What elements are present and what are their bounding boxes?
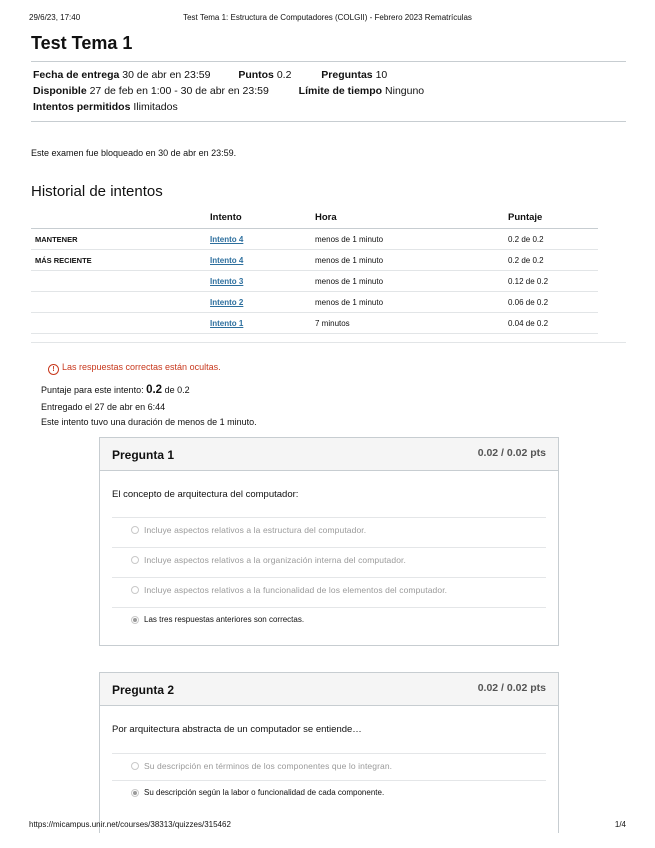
answer-option (112, 753, 546, 779)
print-date: 29/6/23, 17:40 (29, 13, 81, 22)
score-value: 0.2 (146, 384, 163, 396)
time-cell: menos de 1 minuto (311, 292, 504, 313)
page-number: 1/4 (614, 820, 626, 829)
question-points: 0.02 / 0.02 pts (477, 682, 546, 694)
answer-label: Su descripción según la labor o funcionalidad de cada componente. (144, 788, 385, 797)
questions-label: Preguntas (321, 69, 373, 81)
attempt-link[interactable]: Intento 1 (210, 319, 244, 328)
divider (31, 121, 626, 122)
available-label: Disponible (33, 85, 87, 97)
radio-icon (131, 556, 139, 564)
answer-label: Incluye aspectos relativos a la estructura del computador. (144, 525, 367, 535)
column-header: Puntaje (504, 208, 598, 229)
radio-checked-icon (131, 789, 139, 797)
due-label: Fecha de entrega (33, 69, 120, 81)
row-tag (31, 271, 206, 292)
print-doc-title: Test Tema 1: Estructura de Computadores (COLGII) - Febrero 2023 Rematrículas (183, 13, 472, 22)
time-cell: menos de 1 minuto (311, 250, 504, 271)
locked-notice: Este examen fue bloqueado en 30 de abr en 23:59. (31, 148, 237, 158)
points-value: 0.2 (276, 69, 292, 81)
answer-label: Su descripción en términos de los componentes que lo integran. (144, 761, 393, 771)
attempt-cell (206, 292, 311, 313)
submitted-info: Entregado el 27 de abr en 6:44 (41, 402, 166, 412)
print-footer (29, 820, 626, 832)
question-points: 0.02 / 0.02 pts (477, 447, 546, 459)
divider (31, 61, 626, 62)
table-row (31, 229, 598, 250)
answer-label: Incluye aspectos relativos a la funcionalidad de los elementos del computador. (144, 585, 448, 595)
time-limit-value: Ninguno (385, 85, 425, 97)
table-row (31, 313, 598, 334)
row-tag: MÁS RECIENTE (31, 250, 206, 271)
radio-icon (131, 586, 139, 594)
question-card (99, 437, 559, 646)
attempt-link[interactable]: Intento 3 (210, 277, 244, 286)
score-suffix: de 0.2 (164, 385, 190, 395)
divider (112, 607, 546, 608)
column-header: Intento (206, 208, 311, 229)
score-cell: 0.12 de 0.2 (504, 271, 598, 292)
radio-checked-icon (131, 616, 139, 624)
time-cell: menos de 1 minuto (311, 271, 504, 292)
answers-hidden-text: Las respuestas correctas están ocultas. (62, 362, 221, 372)
question-header (100, 673, 558, 706)
questions-value: 10 (375, 69, 388, 81)
divider (112, 753, 546, 754)
due-value: 30 de abr en 23:59 (122, 69, 211, 81)
score-cell: 0.04 de 0.2 (504, 313, 598, 334)
row-tag (31, 313, 206, 334)
question-title: Pregunta 2 (112, 683, 175, 697)
page-url: https://micampus.unir.net/courses/38313/quizzes/315462 (29, 820, 231, 829)
divider (31, 342, 626, 343)
answer-label: Incluye aspectos relativos a la organización interna del computador. (144, 555, 406, 565)
answer-label: Las tres respuestas anteriores son correctas. (144, 615, 305, 624)
attempt-score (41, 384, 190, 396)
radio-icon (131, 762, 139, 770)
attempt-cell (206, 271, 311, 292)
table-row (31, 271, 598, 292)
question-title: Pregunta 1 (112, 448, 175, 462)
warning-icon: ! (48, 364, 59, 375)
table-row (31, 250, 598, 271)
answer-option-selected (112, 780, 546, 806)
time-cell: menos de 1 minuto (311, 229, 504, 250)
answer-option (112, 517, 546, 543)
points-label: Puntos (238, 69, 274, 81)
answer-option (112, 577, 546, 603)
available-value: 27 de feb en 1:00 - 30 de abr en 23:59 (89, 85, 269, 97)
attempt-link[interactable]: Intento 4 (210, 235, 244, 244)
answers-hidden-notice (48, 362, 221, 375)
score-cell: 0.06 de 0.2 (504, 292, 598, 313)
quiz-meta-row-2 (33, 85, 424, 97)
divider (112, 780, 546, 781)
row-tag: MANTENER (31, 229, 206, 250)
score-prefix: Puntaje para este intento: (41, 385, 144, 395)
table-row (31, 292, 598, 313)
history-title: Historial de intentos (31, 183, 163, 200)
attempts-value: Ilimitados (133, 101, 178, 113)
table-header-row (31, 208, 598, 229)
answer-option-selected (112, 607, 546, 633)
answer-option (112, 547, 546, 573)
column-header: Hora (311, 208, 504, 229)
attempt-link[interactable]: Intento 4 (210, 256, 244, 265)
time-cell: 7 minutos (311, 313, 504, 334)
duration-info: Este intento tuvo una duración de menos de 1 minuto. (41, 417, 257, 427)
question-card (99, 672, 559, 833)
attempts-label: Intentos permitidos (33, 101, 131, 113)
attempt-cell (206, 313, 311, 334)
attempt-link[interactable]: Intento 2 (210, 298, 244, 307)
question-text: El concepto de arquitectura del computador: (112, 489, 299, 500)
score-cell: 0.2 de 0.2 (504, 229, 598, 250)
divider (112, 517, 546, 518)
divider (112, 577, 546, 578)
question-text: Por arquitectura abstracta de un computador se entiende… (112, 724, 362, 735)
quiz-meta-row-3 (33, 101, 178, 113)
radio-icon (131, 526, 139, 534)
print-header (29, 13, 626, 25)
attempt-history-table (31, 208, 598, 334)
divider (112, 547, 546, 548)
quiz-meta-row-1 (33, 69, 387, 81)
attempt-cell (206, 250, 311, 271)
page-title: Test Tema 1 (31, 33, 133, 53)
attempt-cell (206, 229, 311, 250)
column-header (31, 208, 206, 229)
question-header (100, 438, 558, 471)
time-limit-label: Límite de tiempo (298, 85, 383, 97)
score-cell: 0.2 de 0.2 (504, 250, 598, 271)
row-tag (31, 292, 206, 313)
